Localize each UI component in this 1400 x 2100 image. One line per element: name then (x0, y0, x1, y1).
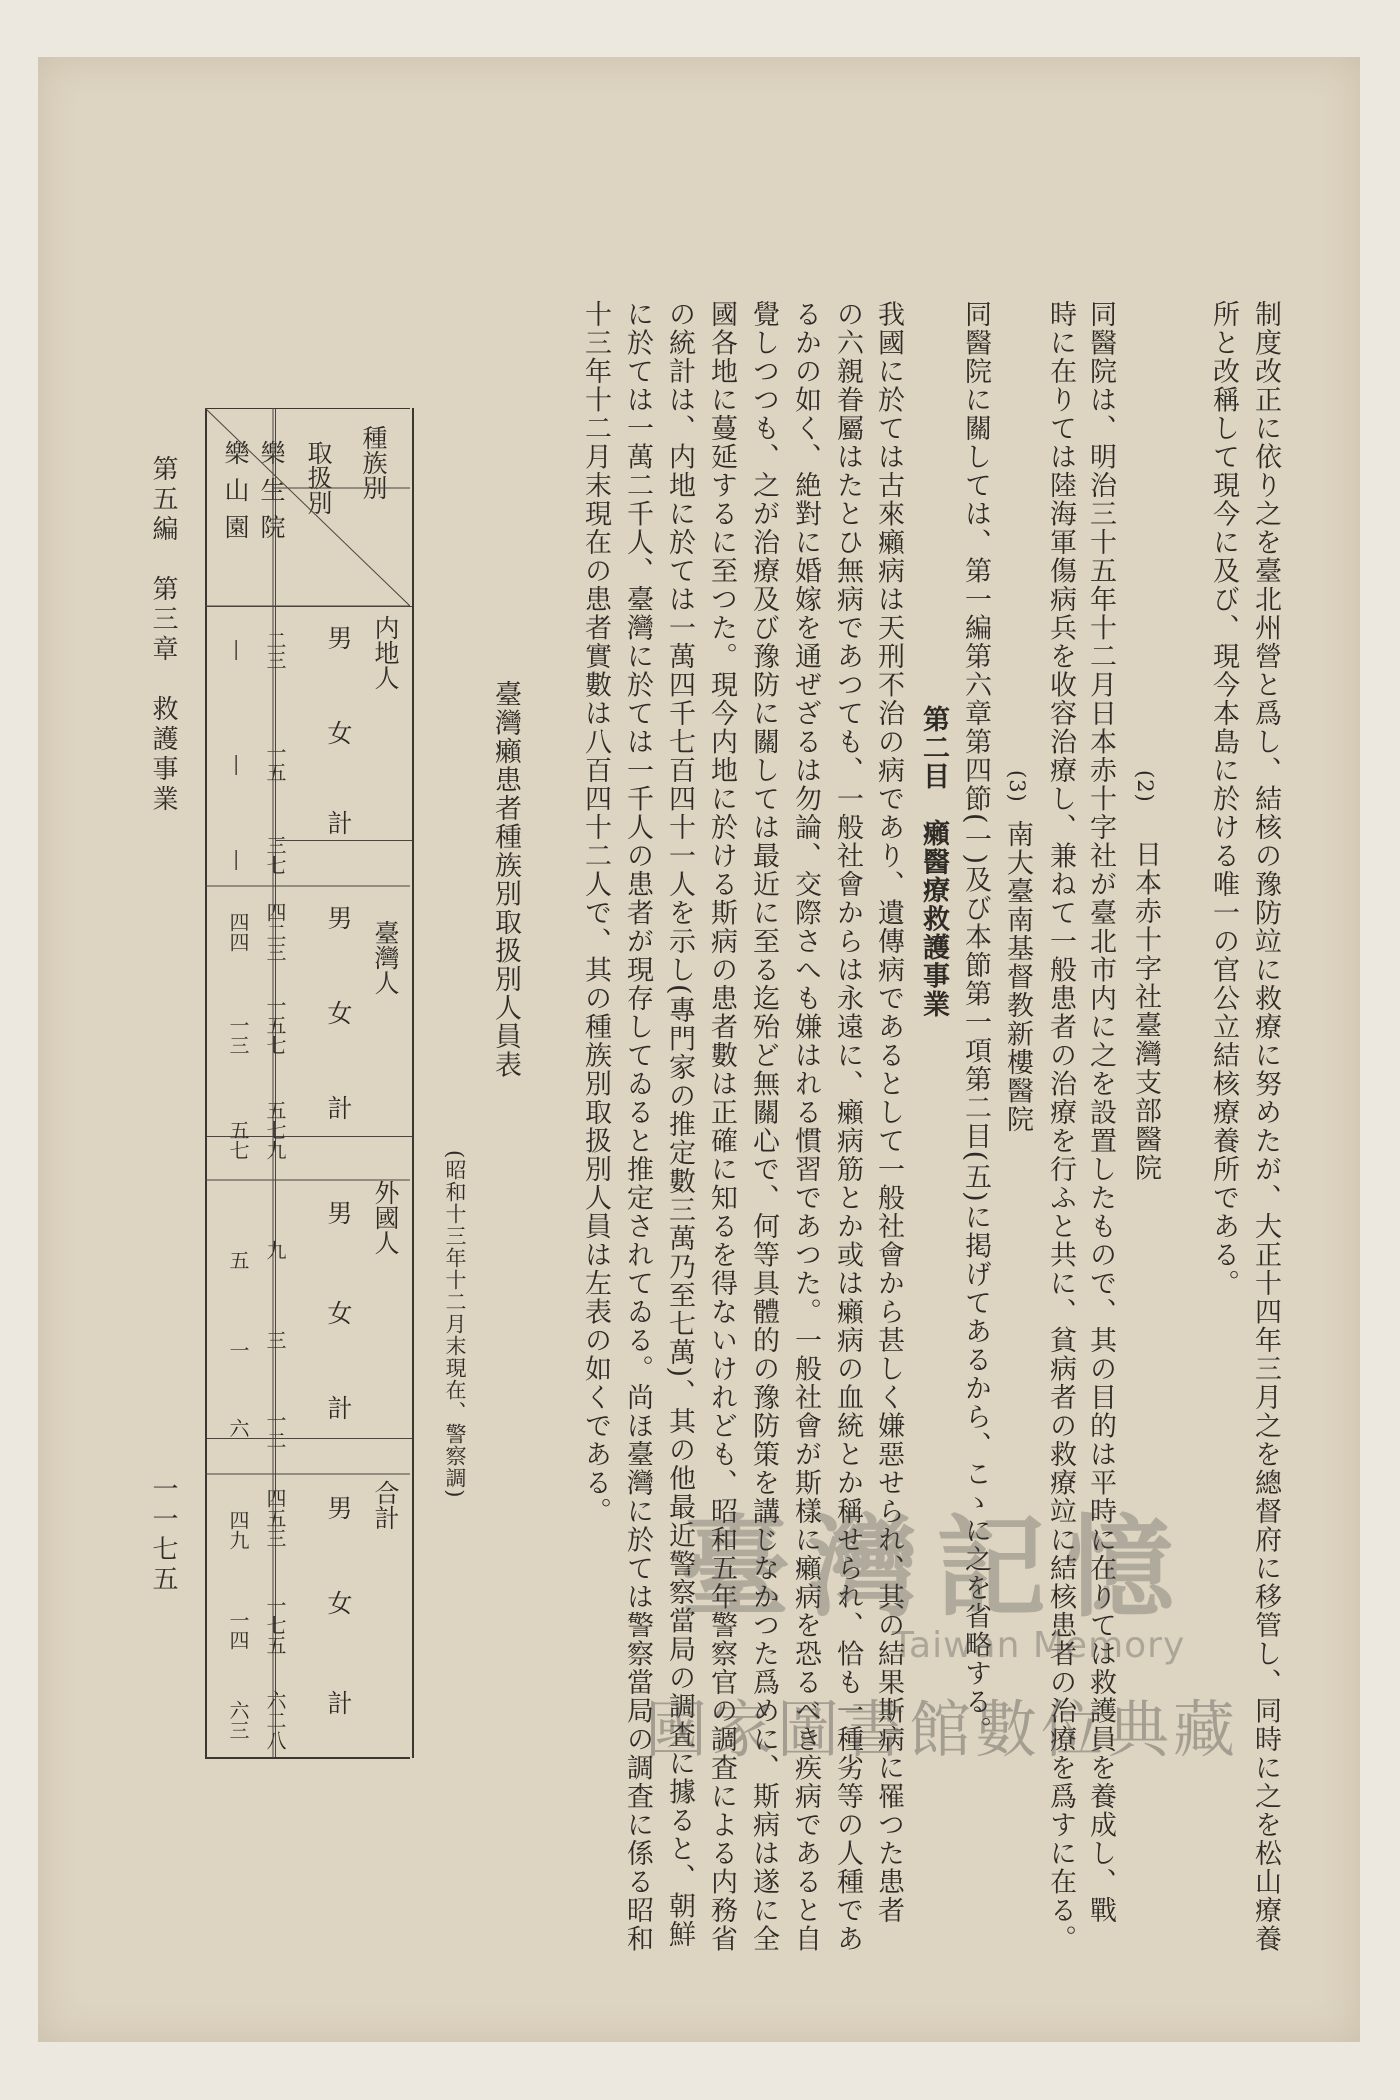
subhead-taiwan-male: 男 (324, 905, 353, 930)
body-column-1: 制度改正に依り之を臺北州營と爲し、結核の豫防竝に救療に努めたが、大正十四年三月之を總督府に移管し、同時に之を松山療養 (1250, 300, 1281, 1953)
cell-r2-c12: 六三 (226, 1700, 250, 1740)
body-column-12: に於ては一萬二千人、臺灣に於ては一千人の患者が現存してゐると推定されてゐる。尚ほ臺灣に於ては警察當局の調査に係る昭和 (622, 300, 653, 1953)
cell-r1-c9: 一二 (263, 1410, 287, 1450)
subsection-number-3: (3) (1005, 770, 1029, 803)
cell-r1-c2: 一五 (263, 742, 287, 782)
subhead-naichi-male: 男 (324, 625, 353, 650)
watermark-english: Taiwan Memory (892, 1625, 1186, 1666)
cell-r1-c6: 五七九 (263, 1100, 287, 1160)
subhead-foreign-female: 女 (324, 1300, 353, 1325)
table-title: 臺灣癩患者種族別取扱別人員表 (490, 680, 521, 1079)
running-footer-section: 第五編 第三章 救護事業 (148, 455, 178, 815)
watermark-chinese: 國家圖書館數位典藏 (645, 1693, 1240, 1766)
cell-r2-c8: 一 (226, 1340, 250, 1360)
body-column-6: 我國に於ては古來癩病は天刑不治の病であり、遺傳病であるとして一般社會から甚しく嫌惡せられ、其の結果斯病に罹つた患者 (873, 300, 904, 1925)
subsection-number-2: (2) (1133, 770, 1157, 803)
cell-r1-c1: 二三 (263, 630, 287, 670)
body-column-4: 時に在りては陸海軍傷病兵を收容治療し、兼ねて一般患者の治療を行ふと共に、貧病者の救療竝に結核患者の治療を爲すに在る。 (1045, 300, 1076, 1953)
cell-r2-c10: 四九 (226, 1510, 250, 1550)
cell-r2-c5: 一三 (226, 1015, 250, 1055)
cell-r2-c1: ― (226, 640, 250, 660)
subhead-foreign-total: 計 (324, 1395, 353, 1420)
subhead-foreign-male: 男 (324, 1200, 353, 1225)
table-group-total: 合計 (371, 1480, 400, 1530)
subhead-naichi-total: 計 (324, 810, 353, 835)
row-label-rakusei: 樂生院 (257, 440, 286, 551)
subhead-total-female: 女 (324, 1590, 353, 1615)
table-group-naichi: 内地人 (371, 615, 400, 690)
subhead-total-total: 計 (324, 1690, 353, 1715)
table-group-foreign: 外國人 (371, 1180, 400, 1255)
table-grid (205, 408, 410, 1760)
cell-r2-c7: 五 (226, 1250, 250, 1270)
cell-r2-c6: 五七 (226, 1120, 250, 1160)
subsection-title-red-cross: 日本赤十字社臺灣支部醫院 (1130, 840, 1161, 1182)
row-label-rakuzan: 樂山園 (221, 440, 250, 551)
body-column-13: 十三年十二月末現在の患者實數は八百四十二人で、其の種族別取扱別人員は左表の如くである。 (580, 300, 611, 1526)
cell-r2-c9: 六 (226, 1418, 250, 1438)
body-column-8: るかの如く、絶對に婚嫁を通ぜざるは勿論、交際さへも嫌はれる慣習であつた。一般社會が斯樣に癩病を恐るべき疾病であると自 (790, 300, 821, 1953)
body-column-3: 同醫院は、明治三十五年十二月日本赤十字社が臺北市内に之を設置したもので、其の目的は平時に在りては救護員を養成し、戰 (1085, 300, 1116, 1925)
cell-r1-c4: 四二三 (263, 902, 287, 962)
page-number: 一一七五 (148, 1475, 178, 1595)
body-column-11: の統計は、内地に於ては一萬四千七百四十一人を示し(專門家の推定數三萬乃至七萬)、其の他最近警察當局の調査に據ると、朝鮮 (664, 300, 695, 1949)
body-column-7: の六親眷屬はたとひ無病であつても、一般社會からは永遠に、癩病筋とか或は癩病の血統とか稱せられ、恰も一種劣等の人種であ (832, 300, 863, 1953)
section-heading: 第二目 癩醫療救護事業 (918, 705, 949, 1019)
cell-r1-c7: 九 (263, 1240, 287, 1260)
subsection-title-sinlau: 南大臺南基督教新樓醫院 (1002, 820, 1033, 1134)
cell-r1-c3: 三七 (263, 835, 287, 875)
cell-r2-c11: 一四 (226, 1610, 250, 1650)
cell-r1-c12: 六二八 (263, 1690, 287, 1750)
table-corner-top: 種族別 (359, 425, 388, 500)
body-column-2: 所と改稱して現今に及び、現今本島に於ける唯一の官公立結核療養所である。 (1208, 300, 1239, 1298)
subhead-taiwan-total: 計 (324, 1095, 353, 1120)
table-corner-bottom: 取扱別 (304, 440, 333, 515)
table-note: (昭和十三年十二月末現在、警察調) (443, 1150, 467, 1499)
cell-r1-c11: 一七五 (263, 1595, 287, 1655)
cell-r1-c5: 一五七 (263, 995, 287, 1055)
cell-r1-c10: 四五三 (263, 1488, 287, 1548)
table-group-taiwan: 臺灣人 (371, 920, 400, 995)
subhead-taiwan-female: 女 (324, 1000, 353, 1025)
cell-r2-c4: 四四 (226, 912, 250, 952)
cell-r2-c3: ― (226, 850, 250, 870)
subhead-naichi-female: 女 (324, 720, 353, 745)
cell-r1-c8: 三 (263, 1330, 287, 1350)
body-column-5: 同醫院に關しては、第一編第六章第四節(一)及び本節第一項第二目(五)に掲げてあるから、こゝに之を省略する。 (960, 300, 991, 1745)
cell-r2-c2: ― (226, 755, 250, 775)
body-column-10: 國各地に蔓延するに至つた。現今内地に於ける斯病の患者數は正確に知るを得ないけれども、昭和五年警察官の調査による内務省 (706, 300, 737, 1953)
watermark-logo: 臺灣記憶 (680, 1503, 1192, 1632)
body-column-9: 覺しつつも、之が治療及び豫防に關しては最近に至る迄殆ど無關心で、何等具體的の豫防策を講じなかつた爲めに、斯病は遂に全 (748, 300, 779, 1953)
subhead-total-male: 男 (324, 1495, 353, 1520)
